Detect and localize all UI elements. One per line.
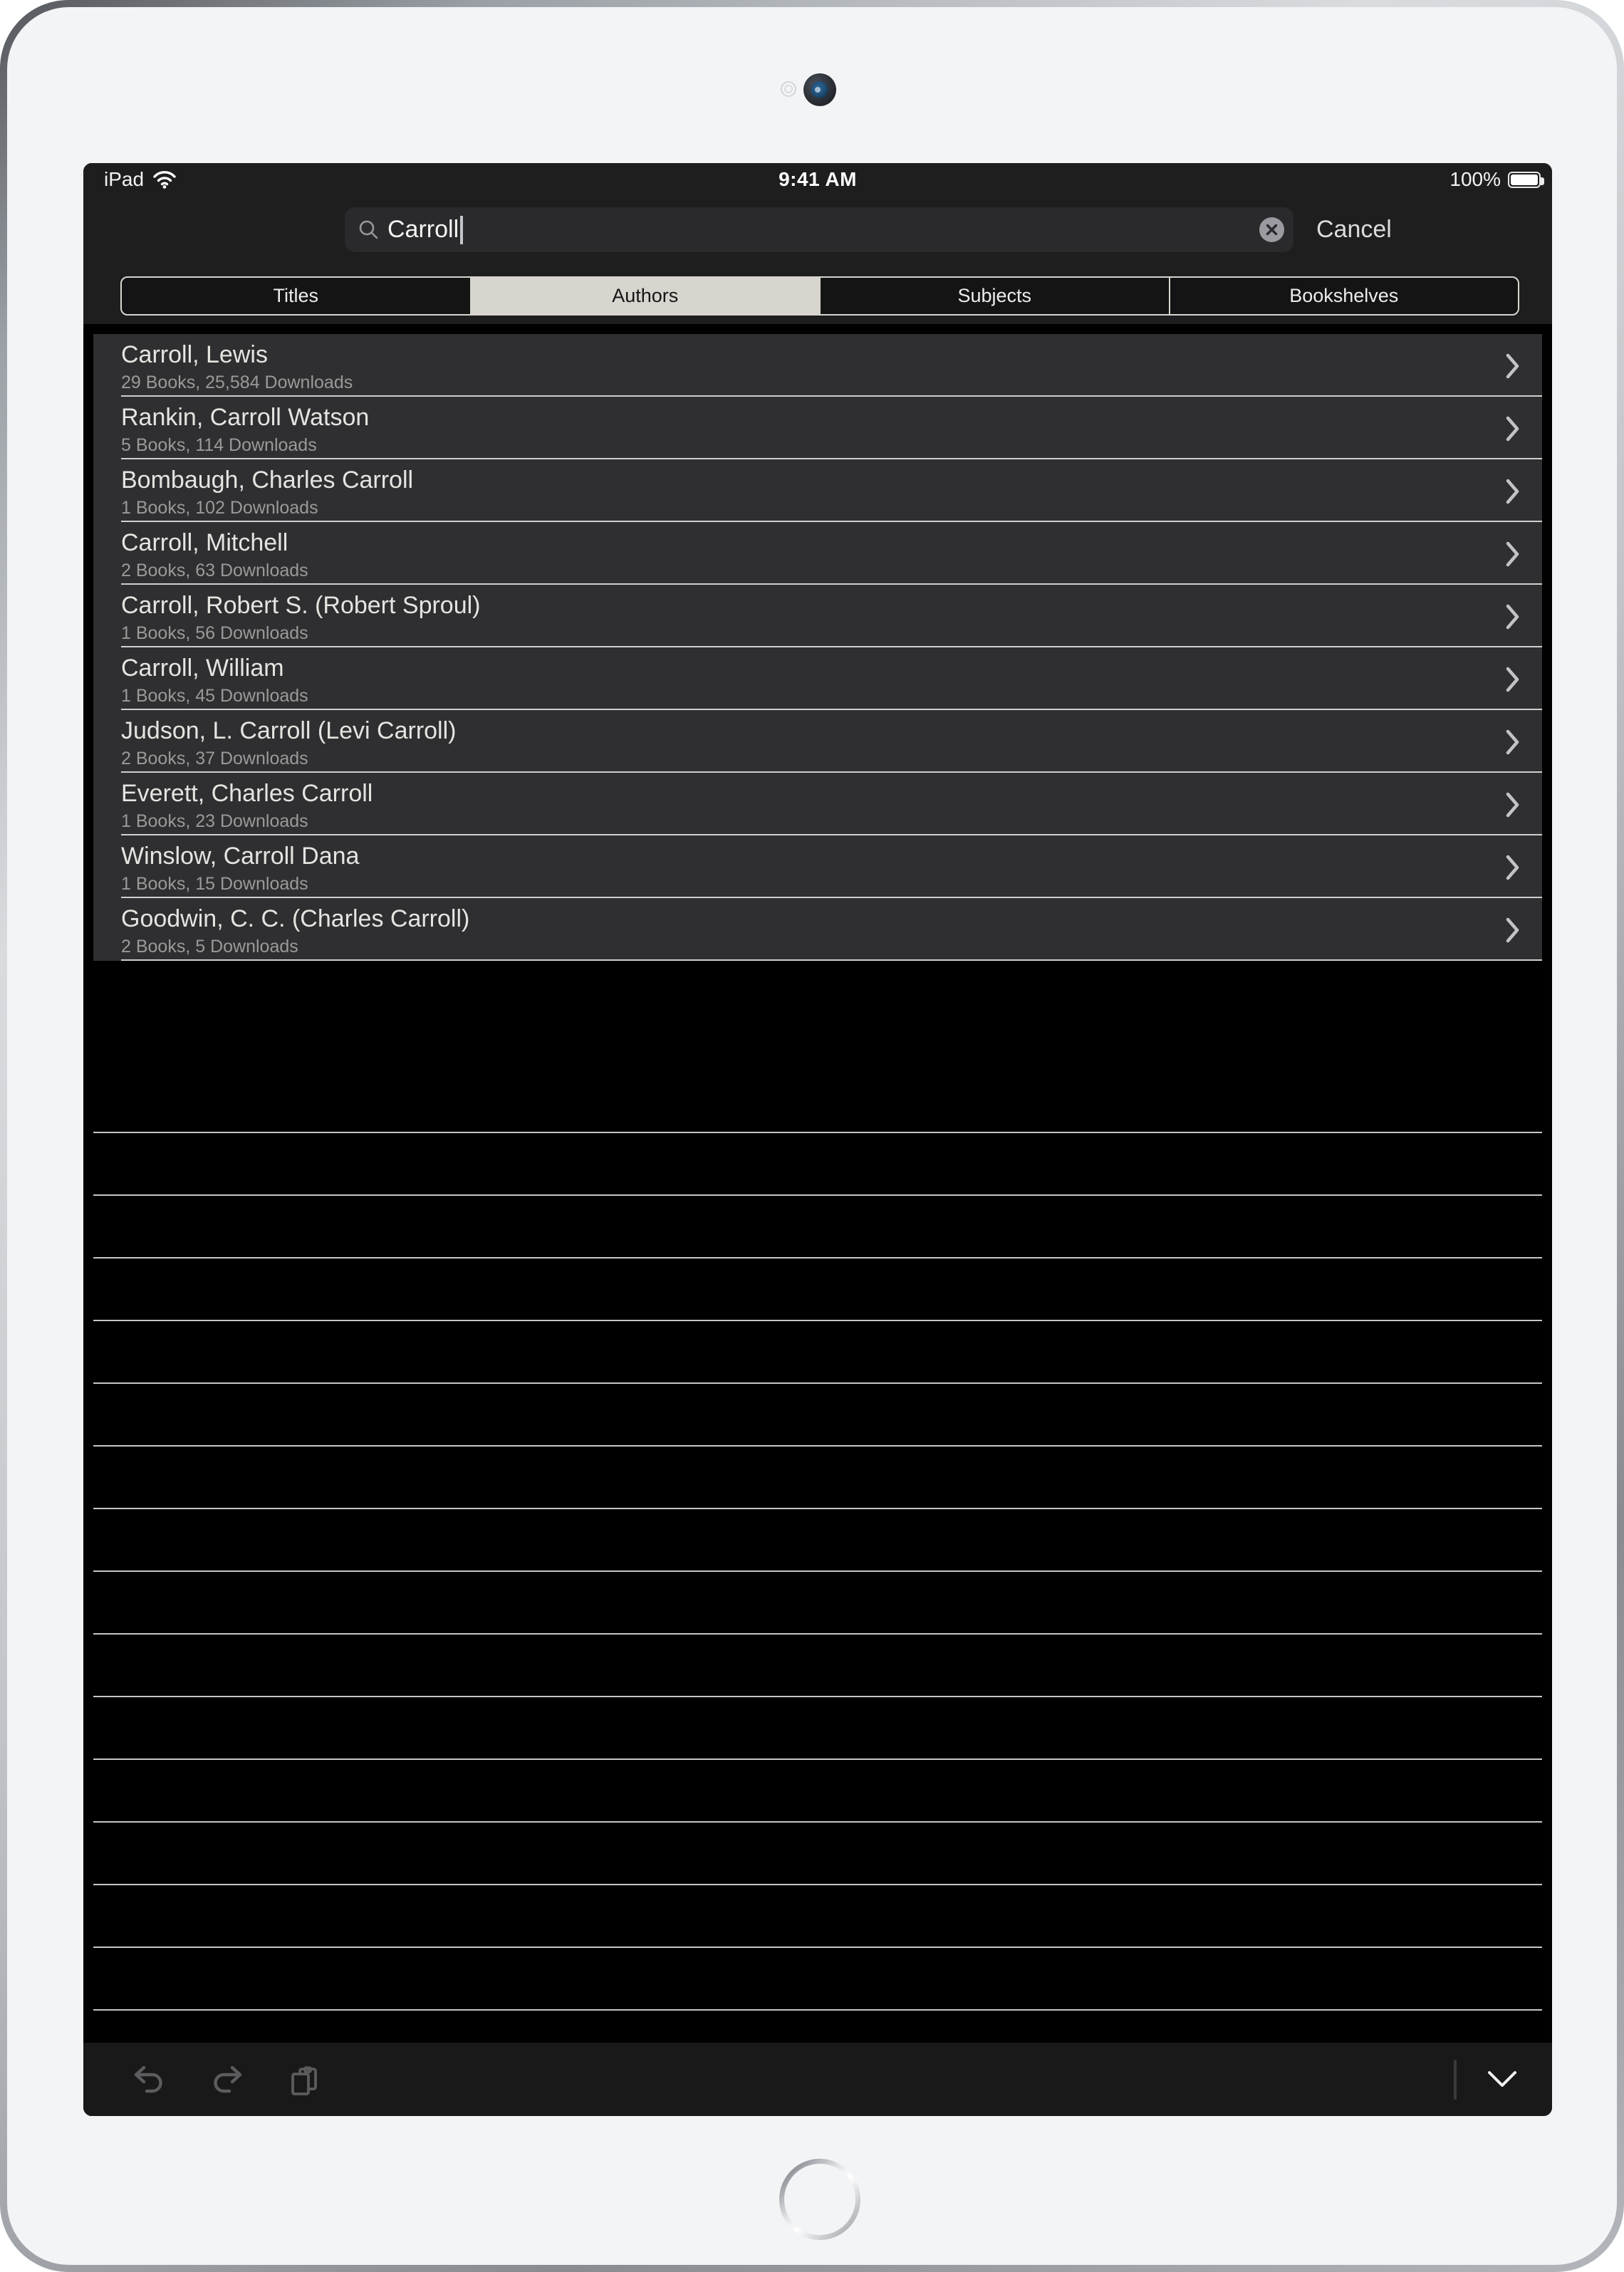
empty-row-separator xyxy=(93,1884,1542,1885)
keyboard-dismiss-icon xyxy=(1487,2070,1518,2090)
ipad-bezel xyxy=(7,7,1617,2265)
author-stats: 1 Books, 15 Downloads xyxy=(121,874,308,894)
author-name: Carroll, Mitchell xyxy=(121,529,288,556)
segmented-control xyxy=(120,276,1519,316)
author-row[interactable] xyxy=(93,898,1542,961)
author-stats: 2 Books, 63 Downloads xyxy=(121,561,308,580)
author-stats: 5 Books, 114 Downloads xyxy=(121,435,317,455)
chevron-right-icon xyxy=(1505,603,1521,630)
chevron-right-icon xyxy=(1505,854,1521,881)
search-icon xyxy=(358,219,380,241)
empty-row-separator xyxy=(93,1947,1542,1948)
empty-row-separator xyxy=(93,1132,1542,1133)
paste-icon xyxy=(286,2062,321,2098)
clear-search-button[interactable] xyxy=(1259,217,1284,242)
empty-row-separator xyxy=(93,1508,1542,1509)
empty-row-separator xyxy=(93,1382,1542,1384)
author-row[interactable] xyxy=(93,585,1542,647)
author-row[interactable] xyxy=(93,835,1542,898)
author-row[interactable] xyxy=(93,459,1542,522)
author-stats: 2 Books, 37 Downloads xyxy=(121,749,308,768)
empty-row-separator xyxy=(93,1821,1542,1823)
chevron-right-icon xyxy=(1505,729,1521,756)
empty-list-area xyxy=(83,1132,1552,2043)
chevron-right-icon xyxy=(1505,917,1521,944)
cancel-button[interactable]: Cancel xyxy=(1316,216,1392,243)
author-row[interactable] xyxy=(93,773,1542,835)
author-row[interactable] xyxy=(93,647,1542,710)
author-name: Carroll, William xyxy=(121,655,284,682)
author-name: Rankin, Carroll Watson xyxy=(121,404,370,431)
chevron-right-icon xyxy=(1505,791,1521,818)
battery-percentage: 100% xyxy=(1449,168,1501,190)
toolbar-divider xyxy=(1454,2060,1457,2100)
chevron-right-icon xyxy=(1505,541,1521,568)
ambient-light-sensor xyxy=(781,81,796,97)
author-stats: 2 Books, 5 Downloads xyxy=(121,937,298,957)
undo-button[interactable] xyxy=(127,2043,170,2116)
camera-glint xyxy=(815,87,821,93)
empty-row-separator xyxy=(93,1633,1542,1635)
text-caret xyxy=(460,216,463,244)
author-stats: 29 Books, 25,584 Downloads xyxy=(121,372,353,392)
search-header xyxy=(83,163,1552,324)
tab-label: Titles xyxy=(273,285,318,306)
author-name: Winslow, Carroll Dana xyxy=(121,843,360,870)
author-row[interactable] xyxy=(93,334,1542,397)
author-stats: 1 Books, 102 Downloads xyxy=(121,498,318,518)
tab-label: Authors xyxy=(612,285,679,306)
clock: 9:41 AM xyxy=(779,168,857,190)
device-label: iPad xyxy=(104,168,145,190)
redo-button[interactable] xyxy=(206,2043,249,2116)
tab-bookshelves[interactable] xyxy=(1170,278,1519,314)
author-stats: 1 Books, 56 Downloads xyxy=(121,623,308,643)
tab-label: Subjects xyxy=(957,285,1032,306)
author-row[interactable] xyxy=(93,522,1542,585)
author-stats: 1 Books, 23 Downloads xyxy=(121,811,308,831)
keyboard-shortcut-bar xyxy=(83,2043,1552,2116)
empty-row-separator xyxy=(93,1696,1542,1697)
tab-authors[interactable] xyxy=(472,278,821,314)
search-input[interactable] xyxy=(345,207,1294,252)
screen xyxy=(83,163,1552,2116)
battery-icon xyxy=(1508,172,1541,188)
chevron-right-icon xyxy=(1505,353,1521,380)
paste-button[interactable] xyxy=(282,2043,325,2116)
author-row[interactable] xyxy=(93,710,1542,773)
author-row[interactable] xyxy=(93,397,1542,459)
status-bar xyxy=(83,163,1552,196)
tab-titles[interactable] xyxy=(122,278,472,314)
author-result-list xyxy=(93,334,1542,961)
home-button[interactable] xyxy=(779,2159,860,2240)
chevron-right-icon xyxy=(1505,666,1521,693)
empty-row-separator xyxy=(93,1257,1542,1259)
author-name: Everett, Charles Carroll xyxy=(121,780,373,807)
author-name: Carroll, Lewis xyxy=(121,341,268,368)
search-query: Carroll xyxy=(387,216,459,243)
chevron-right-icon xyxy=(1505,478,1521,505)
empty-row-separator xyxy=(93,1445,1542,1447)
empty-row-separator xyxy=(93,1570,1542,1572)
undo-icon xyxy=(131,2063,167,2097)
clear-icon xyxy=(1266,224,1278,236)
empty-row-separator xyxy=(93,2009,1542,2011)
chevron-right-icon xyxy=(1505,415,1521,442)
author-name: Bombaugh, Charles Carroll xyxy=(121,467,414,494)
empty-row-separator xyxy=(93,1758,1542,1760)
dismiss-keyboard-button[interactable] xyxy=(1481,2043,1524,2116)
author-stats: 1 Books, 45 Downloads xyxy=(121,686,308,706)
empty-row-separator xyxy=(93,1320,1542,1321)
empty-row-separator xyxy=(93,1194,1542,1196)
front-camera-icon xyxy=(803,73,836,106)
tab-subjects[interactable] xyxy=(821,278,1170,314)
author-name: Judson, L. Carroll (Levi Carroll) xyxy=(121,717,457,744)
tab-label: Bookshelves xyxy=(1289,285,1399,306)
author-name: Carroll, Robert S. (Robert Sproul) xyxy=(121,592,481,619)
author-name: Goodwin, C. C. (Charles Carroll) xyxy=(121,905,470,932)
redo-icon xyxy=(209,2063,245,2097)
